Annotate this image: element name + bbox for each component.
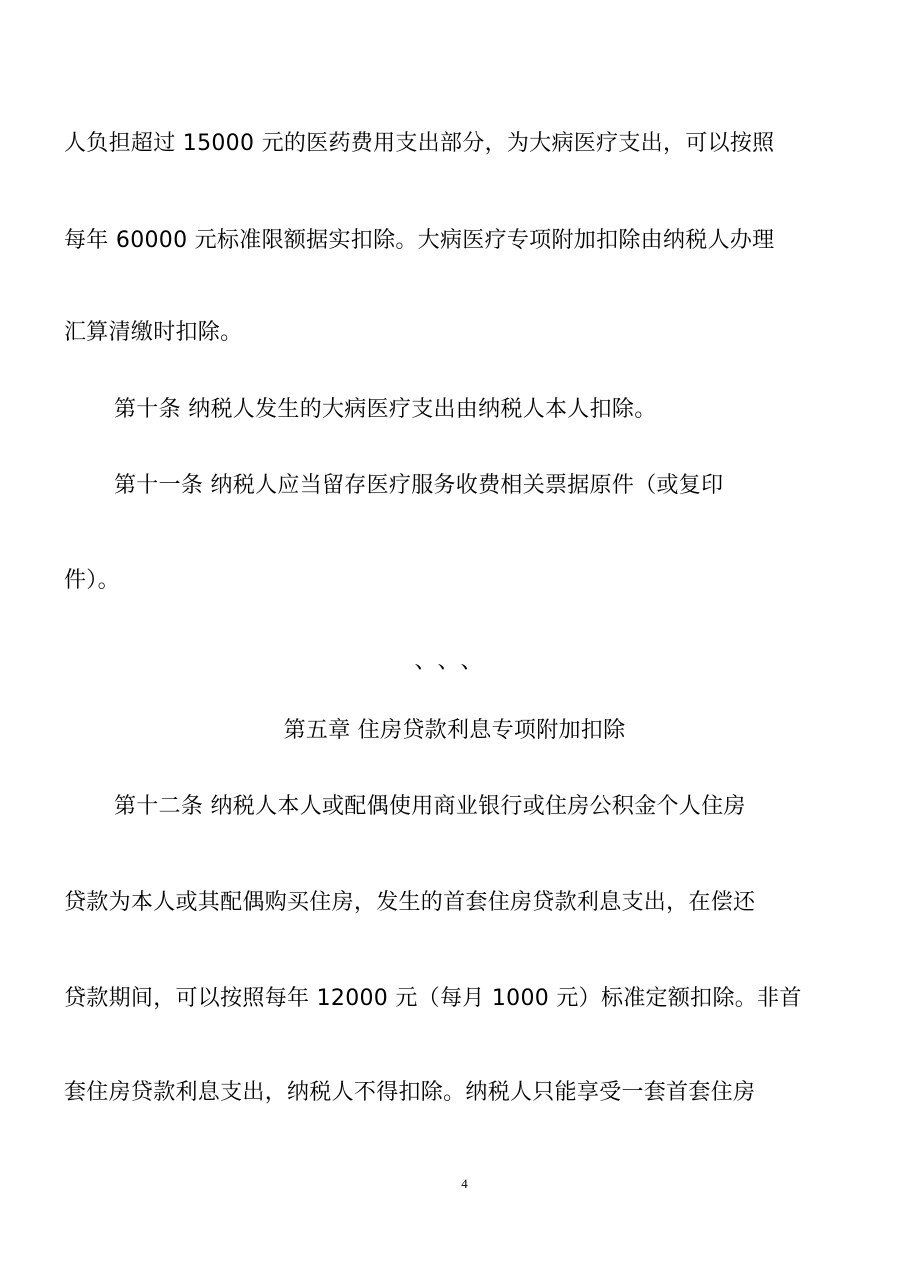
- article-11-text: 第十一条 纳税人应当留存医疗服务收费相关票据原件（或复印: [114, 473, 724, 498]
- body-text-line: 件）。: [64, 568, 120, 593]
- article-12-text: 第十二条 纳税人本人或配偶使用商业银行或住房公积金个人住房: [114, 794, 746, 819]
- article-10-text: 第十条 纳税人发生的大病医疗支出由纳税人本人扣除。: [114, 397, 657, 422]
- body-text-line: 汇算清缴时扣除。: [64, 320, 243, 345]
- body-text-line: 套住房贷款利息支出，纳税人不得扣除。纳税人只能享受一套首套住房: [64, 1080, 756, 1105]
- body-text-line: 人负担超过 15000 元的医药费用支出部分，为大病医疗支出，可以按照: [64, 131, 775, 156]
- body-text-line: 每年 60000 元标准限额据实扣除。大病医疗专项附加扣除由纳税人办理: [64, 228, 775, 253]
- omission-marks: 、、、: [414, 649, 495, 674]
- page-number: 4: [461, 1176, 468, 1191]
- chapter-title: 第五章 住房贷款利息专项附加扣除: [283, 718, 626, 743]
- body-text-line: 贷款期间，可以按照每年 12000 元（每月 1000 元）标准定额扣除。非首: [64, 986, 802, 1011]
- body-text-line: 贷款为本人或其配偶购买住房，发生的首套住房贷款利息支出，在偿还: [64, 890, 756, 915]
